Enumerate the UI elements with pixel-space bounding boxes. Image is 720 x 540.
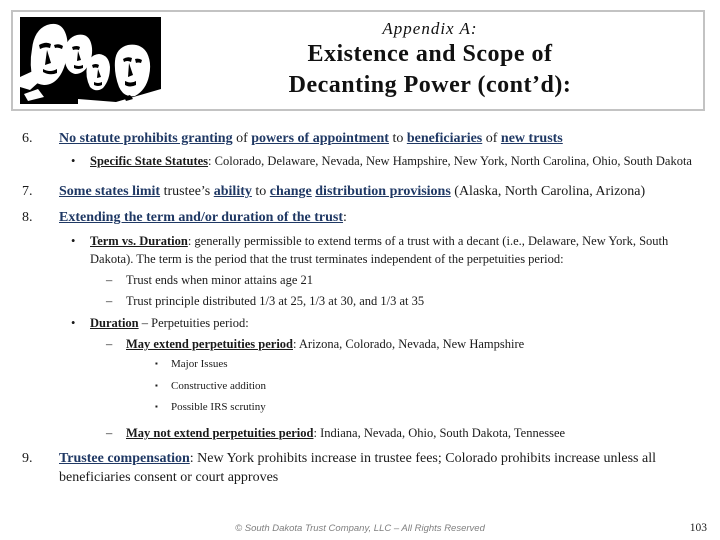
- text-run: change: [269, 184, 312, 199]
- text-run: : Colorado, Delaware, Nevada, New Hampshire, New York, North Carolina, Ohio, South Dakota: [208, 154, 692, 168]
- list-item-text: [90, 152, 696, 170]
- content-list: [0, 112, 696, 487]
- mount-rushmore-image: [20, 17, 161, 104]
- dash-icon: –: [106, 337, 113, 351]
- list-item: [0, 379, 696, 393]
- list-item-6: [0, 129, 696, 148]
- list-item-text: [59, 449, 696, 487]
- list-item: [0, 336, 696, 352]
- list-item: [0, 400, 696, 414]
- title-line-2: Decanting Power (cont’d):: [288, 71, 572, 98]
- header-box: [11, 10, 705, 111]
- text-run: to: [251, 184, 270, 199]
- text-run: of: [482, 131, 501, 146]
- list-item-text: [171, 357, 696, 371]
- list-item: [0, 314, 696, 332]
- text-run: ability: [213, 184, 252, 199]
- text-run: Constructive addition: [171, 380, 267, 392]
- title-line-1: Existence and Scope of: [307, 40, 553, 67]
- list-item: [0, 357, 696, 371]
- dash-icon: –: [106, 294, 113, 308]
- text-run: Trust principle distributed 1/3 at 25, 1/3 at 30, and 1/3 at 35: [126, 294, 425, 308]
- text-run: powers of appointment: [251, 131, 389, 146]
- page-number: 103: [689, 522, 707, 534]
- text-run: Trust ends when minor attains age 21: [126, 273, 314, 287]
- list-item-text: [126, 293, 696, 309]
- text-run: Duration: [90, 316, 139, 330]
- text-run: new trusts: [500, 131, 563, 146]
- list-number: 9.: [22, 451, 33, 466]
- list-item-text: [126, 425, 696, 441]
- text-run: Specific State Statutes: [90, 154, 209, 168]
- text-run: of: [232, 131, 252, 146]
- bullet-icon: •: [71, 316, 76, 330]
- text-run: (Alaska, North Carolina, Arizona): [450, 184, 646, 199]
- list-item-text: [171, 379, 696, 393]
- list-item: [0, 425, 696, 441]
- list-item-text: [59, 208, 696, 227]
- dash-icon: –: [106, 273, 113, 287]
- text-run: No statute prohibits granting: [59, 131, 233, 146]
- text-run: Possible IRS scrutiny: [171, 401, 266, 413]
- list-item-text: [171, 400, 696, 414]
- text-run: May not extend perpetuities period: [126, 426, 314, 440]
- square-bullet-icon: ▪: [155, 381, 158, 390]
- text-run: : Indiana, Nevada, Ohio, South Dakota, Tennessee: [313, 426, 566, 440]
- text-run: – Perpetuities period:: [138, 316, 249, 330]
- footer-copyright: © South Dakota Trust Company, LLC – All Rights Reserved: [235, 523, 485, 534]
- list-item-7: [0, 182, 696, 201]
- text-run: Some states limit: [59, 184, 161, 199]
- list-number: 7.: [22, 184, 33, 199]
- text-run: to: [388, 131, 407, 146]
- list-item-text: [126, 272, 696, 288]
- text-run: trustee’s: [160, 184, 214, 199]
- text-run: Term vs. Duration: [90, 234, 188, 248]
- list-item-text: [126, 336, 696, 352]
- square-bullet-icon: ▪: [155, 402, 158, 411]
- list-item-text: [59, 182, 696, 201]
- text-run: : Arizona, Colorado, Nevada, New Hampshire: [293, 337, 525, 351]
- text-run: : generally permissible to extend terms of a trust with a decant (i.e., Delaware, New York, South Dakota). The term is the period that the trust terminates independent of the perpetuities period:: [90, 234, 669, 266]
- text-run: distribution provisions: [315, 184, 451, 199]
- text-run: beneficiaries: [406, 131, 483, 146]
- text-run: Trustee compensation: [59, 451, 190, 466]
- text-run: Major Issues: [171, 358, 228, 370]
- list-item: [0, 272, 696, 288]
- title-block: [161, 19, 703, 103]
- list-item: [0, 293, 696, 309]
- list-item: [0, 152, 696, 170]
- page-title: [167, 39, 693, 101]
- list-item-text: [59, 129, 696, 148]
- list-item-8: [0, 208, 696, 227]
- list-item-text: [90, 232, 696, 268]
- text-run: : New York prohibits increase in trustee fees; Colorado prohibits increase unless all beneficiaries consent or court approves: [59, 451, 656, 485]
- dash-icon: –: [106, 426, 113, 440]
- bullet-icon: •: [71, 234, 76, 248]
- text-run: May extend perpetuities period: [126, 337, 293, 351]
- list-item-9: [0, 449, 696, 487]
- list-number: 8.: [22, 210, 33, 225]
- square-bullet-icon: ▪: [155, 359, 158, 368]
- appendix-label: Appendix A:: [382, 18, 478, 38]
- text-run: :: [343, 210, 347, 225]
- list-item: [0, 232, 696, 268]
- list-item-text: [90, 314, 696, 332]
- list-number: 6.: [22, 131, 33, 146]
- bullet-icon: •: [71, 154, 76, 168]
- text-run: Extending the term and/or duration of the trust: [59, 210, 344, 225]
